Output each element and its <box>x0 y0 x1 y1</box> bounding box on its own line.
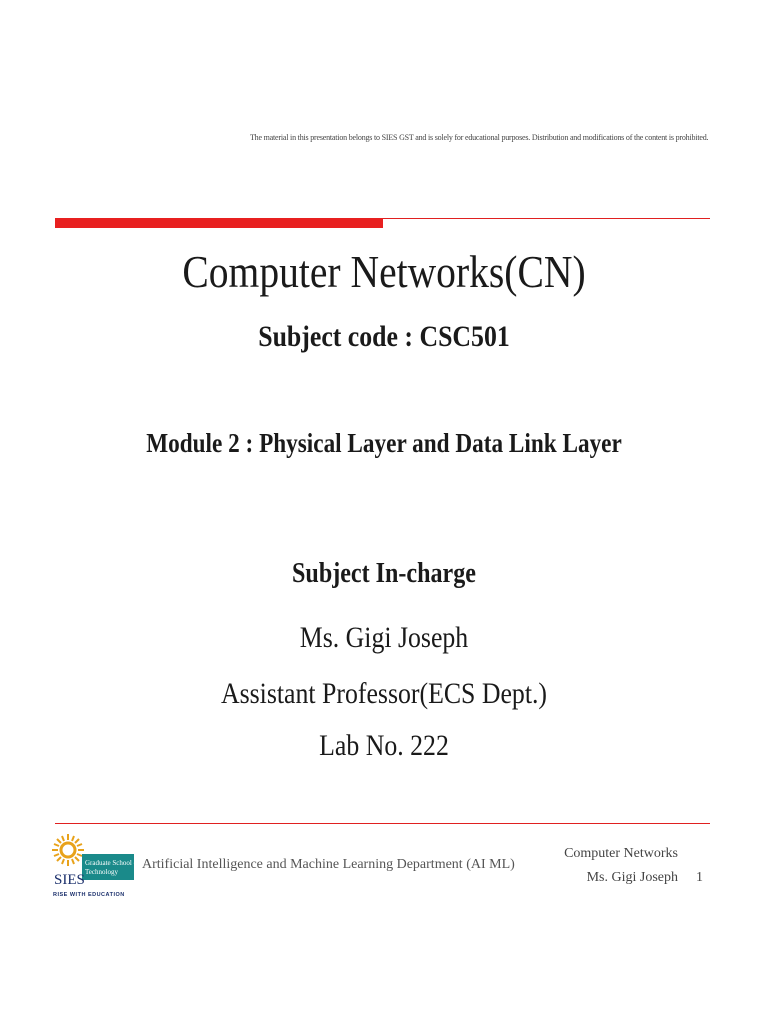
logo-subtitle-1: Graduate School of <box>85 859 137 867</box>
instructor-name: Ms. Gigi Joseph <box>299 621 469 654</box>
sunburst-icon <box>52 828 137 898</box>
logo-text: SIES <box>54 872 85 888</box>
bottom-divider-line <box>55 823 710 824</box>
incharge-heading: Subject In-charge <box>292 558 476 589</box>
slide-title: Computer Networks(CN) <box>182 246 586 297</box>
logo-subtitle-2: Technology <box>85 868 118 876</box>
top-accent-bar <box>55 218 383 228</box>
lab-number: Lab No. 222 <box>319 729 449 762</box>
logo-tagline: RISE WITH EDUCATION <box>53 892 125 898</box>
sies-logo <box>52 828 137 898</box>
footer-author: Ms. Gigi Joseph <box>586 870 678 885</box>
department-name: Artificial Intelligence and Machine Learning Department (AI ML) <box>142 857 515 872</box>
disclaimer-text: The material in this presentation belongs to SIES GST and is solely for educational purposes. Distribution and modifications of the content is prohibited. <box>250 133 709 142</box>
footer-course: Computer Networks <box>564 846 678 861</box>
subject-code: Subject code : CSC501 <box>258 320 510 353</box>
page-number: 1 <box>696 870 703 885</box>
instructor-title: Assistant Professor(ECS Dept.) <box>220 677 548 710</box>
footer-info <box>564 842 678 890</box>
module-title: Module 2 : Physical Layer and Data Link Layer <box>146 428 622 458</box>
